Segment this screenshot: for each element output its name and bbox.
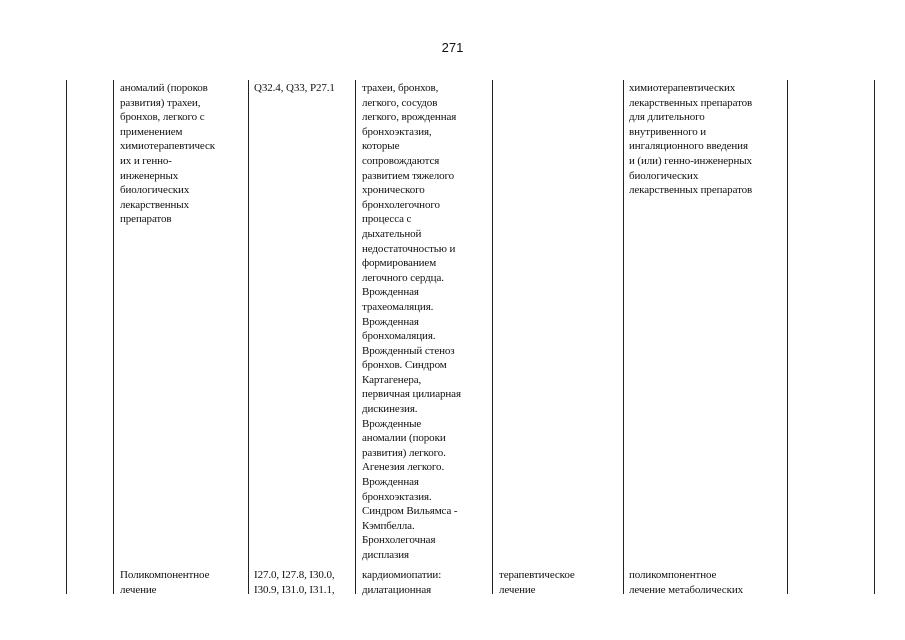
- cell-treatment-method: химиотерапевтических лекарственных препаратов для длительного внутривенного и ингаляционного введения и (или) генно-инженерных биологических лекарственных препаратов: [629, 82, 753, 197]
- cell-treatment-method: поликомпонентное лечение метаболических: [629, 569, 744, 596]
- table-column-divider: [623, 80, 624, 594]
- table-column-divider: [248, 80, 249, 594]
- cell-intervention-name: аномалий (пороков развития) трахеи, бронхов, легкого с применением химиотерапевтическ их и генно- инженерных биологических лекарственных препаратов: [120, 82, 216, 226]
- cell-icd-codes: Q32.4, Q33, P27.1: [254, 82, 335, 94]
- cell-treatment-type: терапевтическое лечение: [499, 569, 575, 596]
- cell-disease-model: кардиомиопатии: дилатационная: [362, 569, 442, 596]
- cell-intervention-name: Поликомпонентное лечение: [120, 569, 210, 596]
- table-border-right: [874, 80, 875, 594]
- table-column-divider: [113, 80, 114, 594]
- cell-icd-codes: I27.0, I27.8, I30.0, I30.9, I31.0, I31.1,: [254, 569, 335, 596]
- table-column-divider: [787, 80, 788, 594]
- table-column-divider: [355, 80, 356, 594]
- table-border-left: [66, 80, 67, 594]
- table-column-divider: [492, 80, 493, 594]
- page-number: 271: [441, 40, 464, 55]
- cell-disease-model: трахеи, бронхов, легкого, сосудов легкого, врожденная бронхоэктазия, которые сопровождаются развитием тяжелого хронического бронхолегочного процесса с дыхательной недостаточностью и формированием легочного сердца. Врожденная трахеомаляция. Врожденная бронхомаляция. Врожденный стеноз бронхов. Синдром Картагенера, первичная цилиарная дискинезия. Врожденные аномалии (пороки развития) легкого. Агенезия легкого. Врожденная бронхоэктазия. Синдром Вильямса - Кэмпбелла. Бронхолегочная дисплазия: [362, 82, 461, 561]
